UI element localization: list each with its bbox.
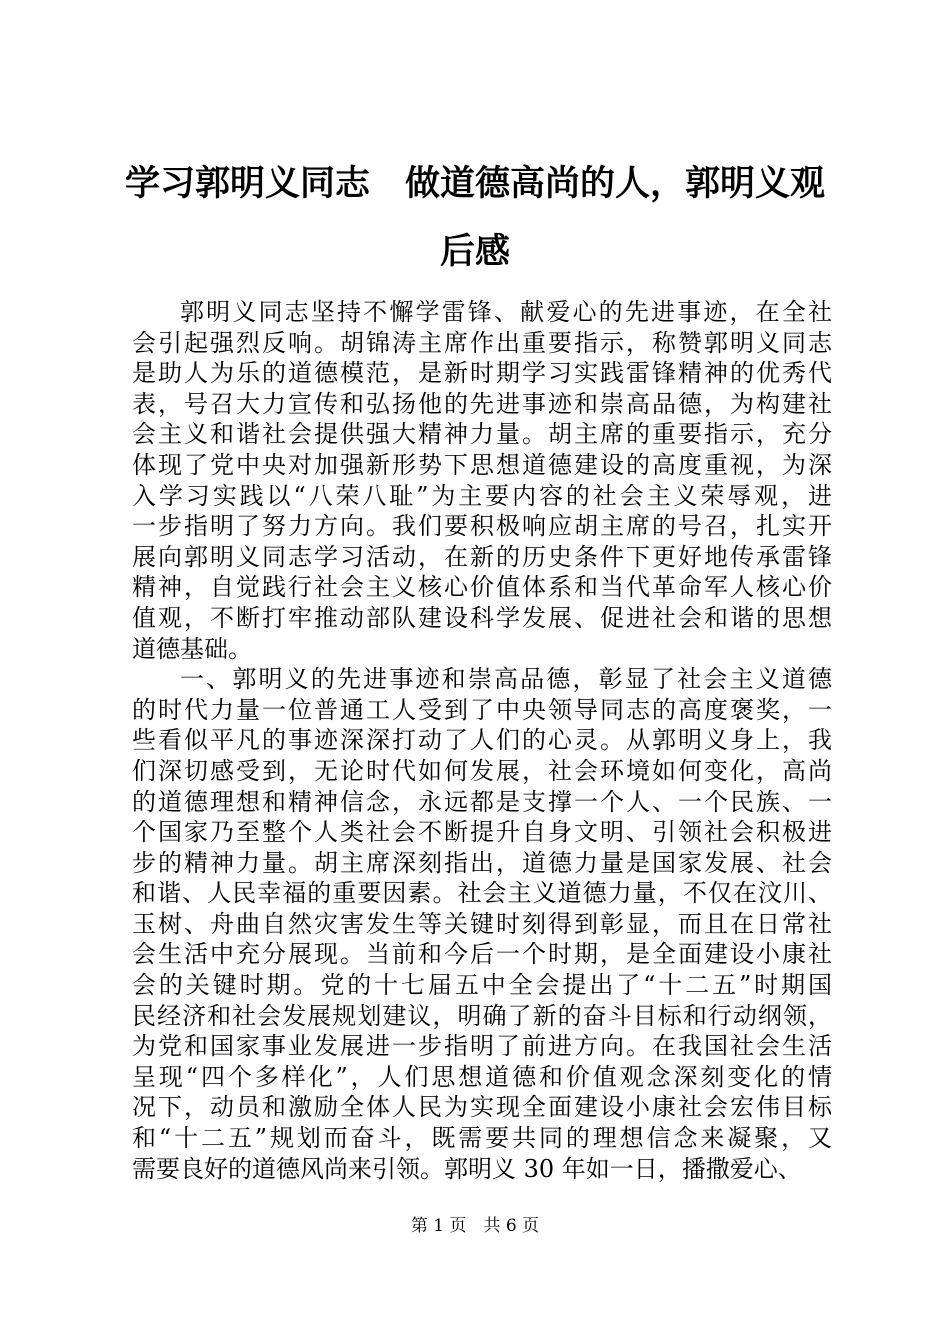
paragraph-line: 值观，不断打牢推动部队建设科学发展、促进社会和谐的思想 [132,603,832,632]
paragraph-line: 表，号召大力宣传和弘扬他的先进事迹和崇高品德，为构建社 [132,389,832,418]
paragraph-line: 展向郭明义同志学习活动，在新的历史条件下更好地传承雷锋 [132,542,832,571]
paragraph-line: 入学习实践以“八荣八耻”为主要内容的社会主义荣辱观，进 [132,481,832,510]
paragraph-line: 些看似平凡的事迹深深打动了人们的心灵。从郭明义身上，我 [132,726,832,755]
paragraph-line: 精神，自觉践行社会主义核心价值体系和当代革命军人核心价 [132,573,832,602]
paragraph-line: 需要良好的道德风尚来引领。郭明义 30 年如一日，播撒爱心、 [132,1154,802,1183]
paragraph-line: 和谐、人民幸福的重要因素。社会主义道德力量，不仅在汶川、 [132,879,832,908]
paragraph-line: 道德基础。 [132,634,252,663]
paragraph-line: 郭明义同志坚持不懈学雷锋、献爱心的先进事迹，在全社 [180,298,832,326]
paragraph-2 [132,664,832,1184]
paragraph-line: 会主义和谐社会提供强大精神力量。胡主席的重要指示，充分 [132,420,832,449]
paragraph-line: 会引起强烈反响。胡锦涛主席作出重要指示，称赞郭明义同志 [132,328,832,357]
paragraph-line: 步的精神力量。胡主席深刻指出，道德力量是国家发展、社会 [132,848,832,877]
document-body [132,297,832,1184]
paragraph-line: 和“十二五”规划而奋斗，既需要共同的理想信念来凝聚，又 [132,1124,832,1153]
paragraph-line: 民经济和社会发展规划建议，明确了新的奋斗目标和行动纲领， [132,1001,832,1030]
paragraph-line: 体现了党中央对加强新形势下思想道德建设的高度重视，为深 [132,450,832,479]
paragraph-line: 会的关键时期。党的十七届五中全会提出了“十二五”时期国 [132,971,832,1000]
paragraph-line: 玉树、舟曲自然灾害发生等关键时刻得到彰显，而且在日常社 [132,909,832,938]
paragraph-line: 况下，动员和激励全体人民为实现全面建设小康社会宏伟目标 [132,1093,832,1122]
paragraph-line: 为党和国家事业发展进一步指明了前进方向。在我国社会生活 [132,1032,832,1061]
paragraph-line: 会生活中充分展现。当前和今后一个时期，是全面建设小康社 [132,940,832,969]
paragraph-1 [132,297,832,664]
paragraph-line: 是助人为乐的道德模范，是新时期学习实践雷锋精神的优秀代 [132,359,832,388]
paragraph-line: 呈现“四个多样化”，人们思想道德和价值观念深刻变化的情 [132,1062,832,1091]
paragraph-line: 一、郭明义的先进事迹和崇高品德，彰显了社会主义道德 [180,665,832,694]
paragraph-line: 们深切感受到，无论时代如何发展，社会环境如何变化，高尚 [132,756,832,785]
paragraph-line: 一步指明了努力方向。我们要积极响应胡主席的号召，扎实开 [132,512,832,541]
paragraph-line: 的道德理想和精神信念，永远都是支撑一个人、一个民族、一 [132,787,832,816]
page-number-footer: 第 1 页 共 6 页 [410,1216,540,1236]
paragraph-line: 的时代力量一位普通工人受到了中央领导同志的高度褒奖，一 [132,695,832,724]
document-title-line-1: 学习郭明义同志 做道德高尚的人，郭明义观 [124,163,825,204]
paragraph-line: 个国家乃至整个人类社会不断提升自身文明、引领社会积极进 [132,818,832,847]
document-title-line-2: 后感 [439,231,510,272]
